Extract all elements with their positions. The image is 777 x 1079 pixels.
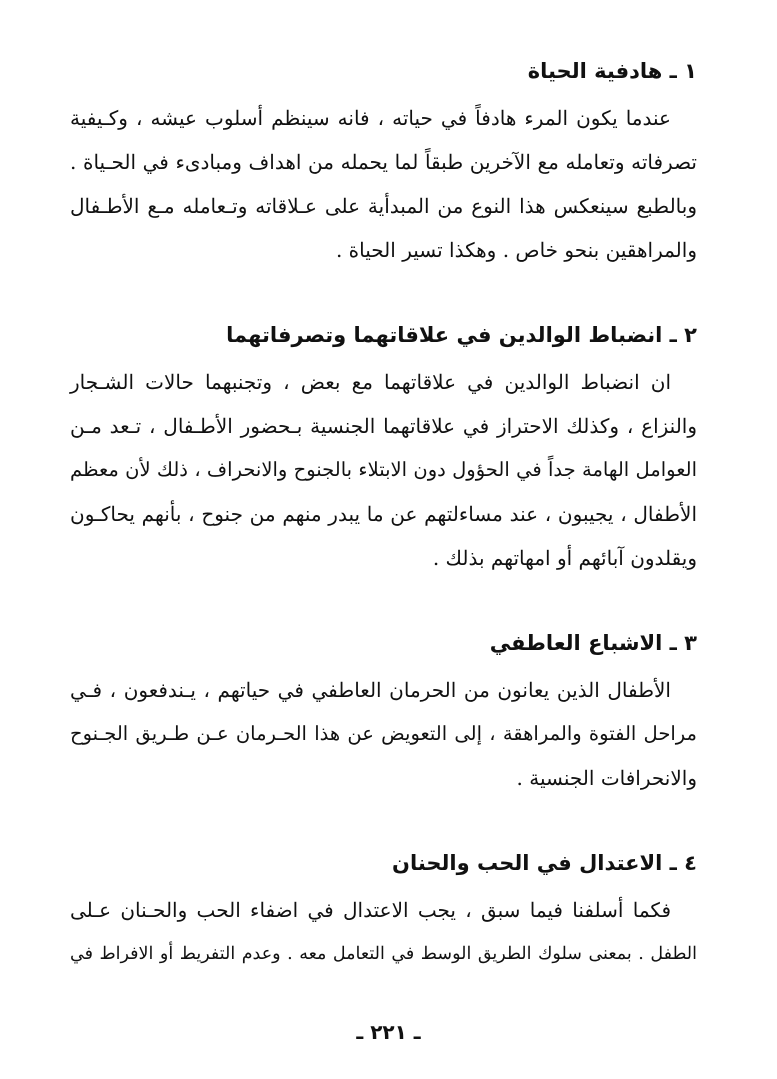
section-emotional-fulfillment <box>70 626 697 800</box>
paragraph-line: فكما أسلفنا فيما سبق ، يجب الاعتدال في اضفاء الحب والحـنان عـلى <box>70 898 672 922</box>
page-body <box>70 54 697 1079</box>
section-heading: ٢ ـ انضباط الوالدين في علاقاتهما وتصرفاتهما <box>226 323 697 347</box>
page-number: ـ ٢٢١ ـ <box>356 1020 421 1044</box>
section-parental-discipline <box>70 318 697 580</box>
paragraph-line: الطفل . بمعنى سلوك الطريق الوسط في التعامل معه . وعدم التفريط أو الافراط في <box>70 944 697 964</box>
section-moderation-in-love <box>70 846 697 976</box>
paragraph-line: الأطفال ، يجيبون ، عند مساءلتهم عن ما يبدر منهم من جنوح ، بأنهم يحاكـون <box>70 502 697 526</box>
paragraph-line: والنزاع ، وكذلك الاحتراز في علاقاتهما الجنسية بـحضور الأطـفال ، تـعد مـن <box>70 414 697 438</box>
section-paragraph <box>70 668 697 800</box>
section-paragraph <box>70 360 697 580</box>
section-heading: ٤ ـ الاعتدال في الحب والحنان <box>392 851 697 875</box>
section-heading: ٣ ـ الاشباع العاطفي <box>489 631 697 655</box>
paragraph-line: ان انضباط الوالدين في علاقاتهما مع بعض ، وتجنبهما حالات الشـجار <box>70 370 671 394</box>
section-heading: ١ ـ هادفية الحياة <box>527 59 697 83</box>
section-paragraph <box>70 96 697 272</box>
section-purposefulness <box>70 54 697 272</box>
paragraph-line: الأطفال الذين يعانون من الحرمان العاطفي في حياتهم ، يـندفعون ، فـي <box>70 678 671 702</box>
paragraph-line: ويقلدون آبائهم أو امهاتهم بذلك . <box>432 546 697 570</box>
paragraph-line: تصرفاته وتعامله مع الآخرين طبقاً لما يحمله من اهداف ومبادىء في الحـياة . <box>70 150 697 174</box>
paragraph-line: والمراهقين بنحو خاص . وهكذا تسير الحياة . <box>335 238 697 262</box>
paragraph-line: عندما يكون المرء هادفاً في حياته ، فانه سينظم أسلوب عيشه ، وكـيفية <box>70 106 671 130</box>
paragraph-line: والانحرافات الجنسية . <box>516 766 697 790</box>
paragraph-line: مراحل الفتوة والمراهقة ، إلى التعويض عن هذا الحـرمان عـن طـريق الجـنوح <box>70 722 697 745</box>
paragraph-line: وبالطبع سينعكس هذا النوع من المبدأية على عـلاقاته وتـعامله مـع الأطـفال <box>70 194 697 218</box>
section-paragraph <box>70 888 697 976</box>
paragraph-line: العوامل الهامة جداً في الحؤول دون الابتلاء بالجنوح والانحراف ، ذلك لأن معظم <box>70 458 697 481</box>
